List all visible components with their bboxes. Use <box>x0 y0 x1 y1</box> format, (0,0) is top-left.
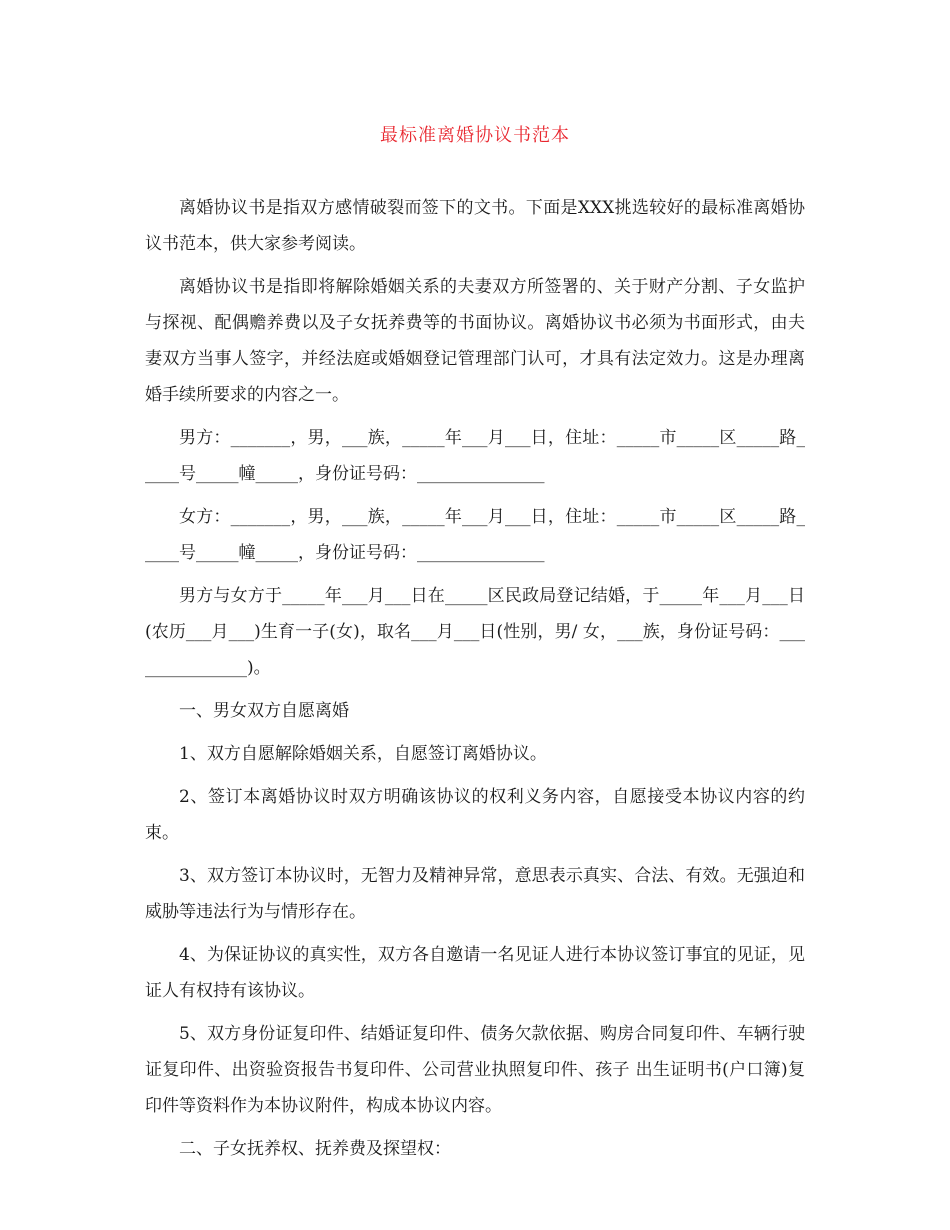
paragraph-definition: 离婚协议书是指即将解除婚姻关系的夫妻双方所签署的、关于财产分割、子女监护与探视、配偶赡养费以及子女抚养费等的书面协议。离婚协议书必须为书面形式，由夫妻双方当事人签字，并经法庭或婚姻登记管理部门认可，才具有法定效力。这是办理离婚手续所要求的内容之一。 <box>145 277 805 405</box>
paragraph-intro: 离婚协议书是指双方感情破裂而签下的文书。下面是XXX挑选较好的最标准离婚协议书范本，供大家参考阅读。 <box>145 198 805 254</box>
clause-4: 4、为保证协议的真实性，双方各自邀请一名见证人进行本协议签订事宜的见证，见证人有权持有该协议。 <box>145 945 805 1001</box>
paragraph-female-party: 女方：_______，男，___族，_____年___月___日，住址：_____市_____区_____路_____号_____幢_____，身份证号码：_______________ <box>145 507 805 563</box>
clause-1: 1、双方自愿解除婚姻关系，自愿签订离婚协议。 <box>179 744 547 764</box>
document-body <box>145 190 805 1174</box>
clause-5: 5、双方身份证复印件、结婚证复印件、债务欠款依据、购房合同复印件、车辆行驶证复印件、出资验资报告书复印件、公司营业执照复印件、孩子 出生证明书(户口簿)复印件等资料作为本协议附件，构成本协议内容。 <box>145 1024 805 1116</box>
document-title: 最标准离婚协议书范本 <box>380 125 570 146</box>
clause-2: 2、签订本离婚协议时双方明确该协议的权利义务内容，自愿接受本协议内容的约束。 <box>145 787 805 843</box>
section-heading-child-custody: 二、子女抚养权、抚养费及探望权： <box>179 1139 451 1159</box>
paragraph-male-party: 男方：_______，男，___族，_____年___月___日，住址：_____市_____区_____路_____号_____幢_____，身份证号码：_______________ <box>145 428 805 484</box>
section-heading-voluntary-divorce: 一、男女双方自愿离婚 <box>179 701 349 721</box>
clause-3: 3、双方签订本协议时，无智力及精神异常，意思表示真实、合法、有效。无强迫和威胁等违法行为与情形存在。 <box>145 866 805 922</box>
paragraph-marriage-info: 男方与女方于_____年___月___日在_____区民政局登记结婚，于_____年___月___日(农历___月___)生育一子(女)，取名___月___日(性别，男/ 女，___族，身份证号码：_______________)。 <box>145 586 805 678</box>
